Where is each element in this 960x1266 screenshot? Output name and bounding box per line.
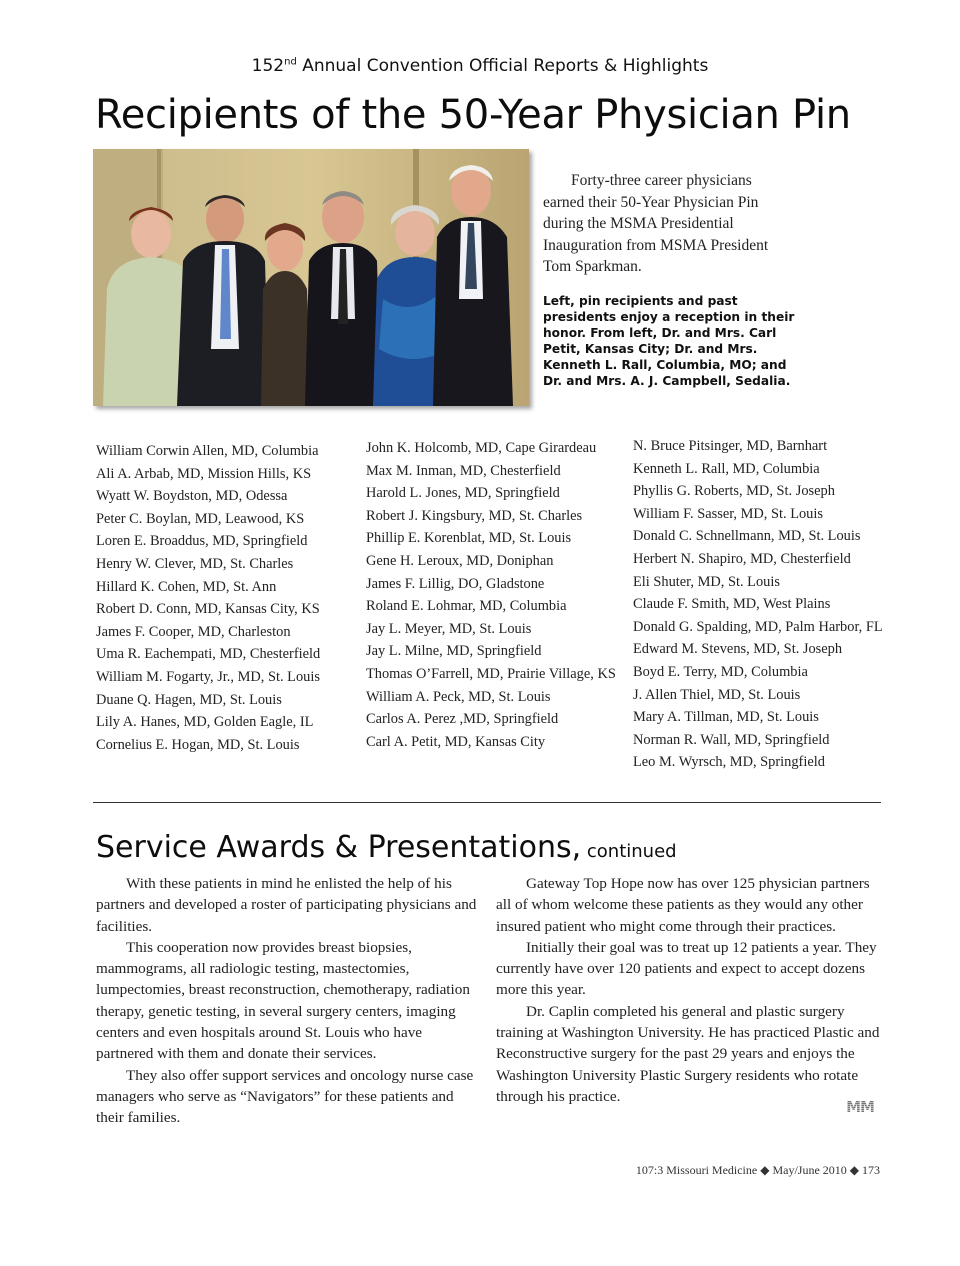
recipient-name: John K. Holcomb, MD, Cape Girardeau bbox=[366, 440, 597, 456]
recipient-name: William A. Peck, MD, St. Louis bbox=[366, 688, 551, 705]
recipient-name: Phyllis G. Roberts, MD, St. Joseph bbox=[633, 483, 835, 500]
recipient-name: Ali A. Arbab, MD, Mission Hills, KS bbox=[96, 465, 312, 482]
recipient-name: Duane Q. Hagen, MD, St. Louis bbox=[96, 691, 282, 708]
section-title-continued: continued bbox=[581, 841, 677, 862]
recipient-name: Eli Shuter, MD, St. Louis bbox=[633, 573, 780, 590]
body-column-right bbox=[496, 873, 880, 1107]
section-divider bbox=[93, 802, 881, 803]
recipient-name: Carl A. Petit, MD, Kansas City bbox=[366, 733, 546, 750]
recipients-column-1 bbox=[96, 440, 320, 756]
recipient-name: Boyd E. Terry, MD, Columbia bbox=[633, 663, 808, 680]
recipient-name: Jay L. Meyer, MD, St. Louis bbox=[366, 620, 532, 637]
recipient-name: James F. Lillig, DO, Gladstone bbox=[366, 575, 545, 592]
recipient-name: Robert D. Conn, MD, Kansas City, KS bbox=[96, 601, 320, 618]
recipient-name: Thomas O’Farrell, MD, Prairie Village, KS bbox=[366, 665, 616, 682]
recipient-name: William F. Sasser, MD, St. Louis bbox=[633, 505, 823, 522]
recipient-name: N. Bruce Pitsinger, MD, Barnhart bbox=[633, 438, 828, 454]
body-paragraph: Initially their goal was to treat up 12 patients a year. They currently have over 120 patients and expect to accept dozens more this year. bbox=[496, 938, 877, 999]
recipient-name: William Corwin Allen, MD, Columbia bbox=[96, 443, 319, 459]
recipient-name: Leo M. Wyrsch, MD, Springfield bbox=[633, 754, 825, 771]
page-footer: 107:3 Missouri Medicine ◆ May/June 2010 ◆ 173 bbox=[635, 1163, 880, 1177]
section-title: Service Awards & Presentations, continued bbox=[96, 830, 677, 865]
recipient-name: Donald C. Schnellmann, MD, St. Louis bbox=[633, 528, 861, 545]
body-paragraph: Dr. Caplin completed his general and plastic surgery training at Washington University. He has practiced Plastic and Reconstructive surgery for the past 29 years and enjoys the Washington University Plastic Surgery residents who rotate through his practice. bbox=[496, 1002, 880, 1105]
body-column-left bbox=[96, 873, 480, 1129]
body-paragraph: With these patients in mind he enlisted the help of his partners and developed a roster of participating physicians and facilities. bbox=[96, 875, 477, 935]
body-paragraph: They also offer support services and oncology nurse case managers who serve as “Navigators” for these patients and their families. bbox=[96, 1066, 474, 1127]
recipient-name: Uma R. Eachempati, MD, Chesterfield bbox=[96, 646, 321, 663]
recipient-name: Robert J. Kingsbury, MD, St. Charles bbox=[366, 507, 583, 524]
recipient-name: Jay L. Milne, MD, Springfield bbox=[366, 643, 542, 660]
recipient-name: Peter C. Boylan, MD, Leawood, KS bbox=[96, 510, 305, 527]
recipient-name: Henry W. Clever, MD, St. Charles bbox=[96, 555, 294, 572]
recipient-name: Edward M. Stevens, MD, St. Joseph bbox=[633, 641, 843, 658]
reception-photo bbox=[93, 149, 529, 406]
body-paragraph: This cooperation now provides breast biopsies, mammograms, all radiologic testing, mastectomies, lumpectomies, breast reconstruction, chemotherapy, radiation therapy, genetic testing, in several surgery centers, imaging centers and even hospitals around St. Louis who have partnered with them and donate their services. bbox=[96, 938, 470, 1063]
body-paragraph: Gateway Top Hope now has over 125 physician partners all of whom welcome these patients as they would any other insured patient who might come through their practices. bbox=[496, 875, 870, 935]
recipient-name: Wyatt W. Boydston, MD, Odessa bbox=[96, 488, 288, 505]
recipient-name: Roland E. Lohmar, MD, Columbia bbox=[366, 598, 567, 615]
recipient-name: Harold L. Jones, MD, Springfield bbox=[366, 485, 560, 502]
recipient-name: Kenneth L. Rall, MD, Columbia bbox=[633, 460, 820, 477]
recipient-name: Hillard K. Cohen, MD, St. Ann bbox=[96, 578, 277, 595]
recipient-name: Norman R. Wall, MD, Springfield bbox=[633, 731, 830, 748]
header-superscript: nd bbox=[284, 56, 297, 68]
recipient-name: Phillip E. Korenblat, MD, St. Louis bbox=[366, 530, 572, 547]
recipients-column-2 bbox=[366, 437, 616, 753]
recipient-name: Donald G. Spalding, MD, Palm Harbor, FL bbox=[633, 618, 883, 635]
recipient-name: Mary A. Tillman, MD, St. Louis bbox=[633, 709, 819, 726]
recipients-column-3 bbox=[633, 435, 883, 774]
running-header: 152nd Annual Convention Official Reports & Highlights bbox=[251, 56, 709, 76]
recipient-name: Herbert N. Shapiro, MD, Chesterfield bbox=[633, 550, 851, 567]
photo-caption: Left, pin recipients and past presidents enjoy a reception in their honor. From left, Dr. and Mrs. Carl Petit, Kansas City; Dr. and Mrs. Kenneth L. Rall, Columbia, MO; and Dr. and Mrs. A. J. Campbell, Sedalia. bbox=[543, 294, 795, 388]
recipient-name: Max M. Inman, MD, Chesterfield bbox=[366, 462, 561, 479]
recipient-name: Loren E. Broaddus, MD, Springfield bbox=[96, 533, 308, 550]
intro-paragraph: Forty-three career physicians earned their 50-Year Physician Pin during the MSMA Presidential Inauguration from MSMA President Tom Sparkman. bbox=[543, 172, 769, 275]
recipient-name: Gene H. Leroux, MD, Doniphan bbox=[366, 552, 554, 569]
page-title: Recipients of the 50-Year Physician Pin bbox=[95, 92, 851, 138]
recipient-name: Claude F. Smith, MD, West Plains bbox=[633, 596, 831, 613]
recipient-name: J. Allen Thiel, MD, St. Louis bbox=[633, 686, 801, 703]
recipient-name: Cornelius E. Hogan, MD, St. Louis bbox=[96, 736, 300, 753]
recipient-name: Lily A. Hanes, MD, Golden Eagle, IL bbox=[96, 714, 314, 731]
mm-logo: MM bbox=[838, 1098, 882, 1116]
recipient-name: Carlos A. Perez ,MD, Springfield bbox=[366, 711, 559, 728]
recipient-name: William M. Fogarty, Jr., MD, St. Louis bbox=[96, 668, 320, 685]
recipient-name: James F. Cooper, MD, Charleston bbox=[96, 623, 291, 640]
